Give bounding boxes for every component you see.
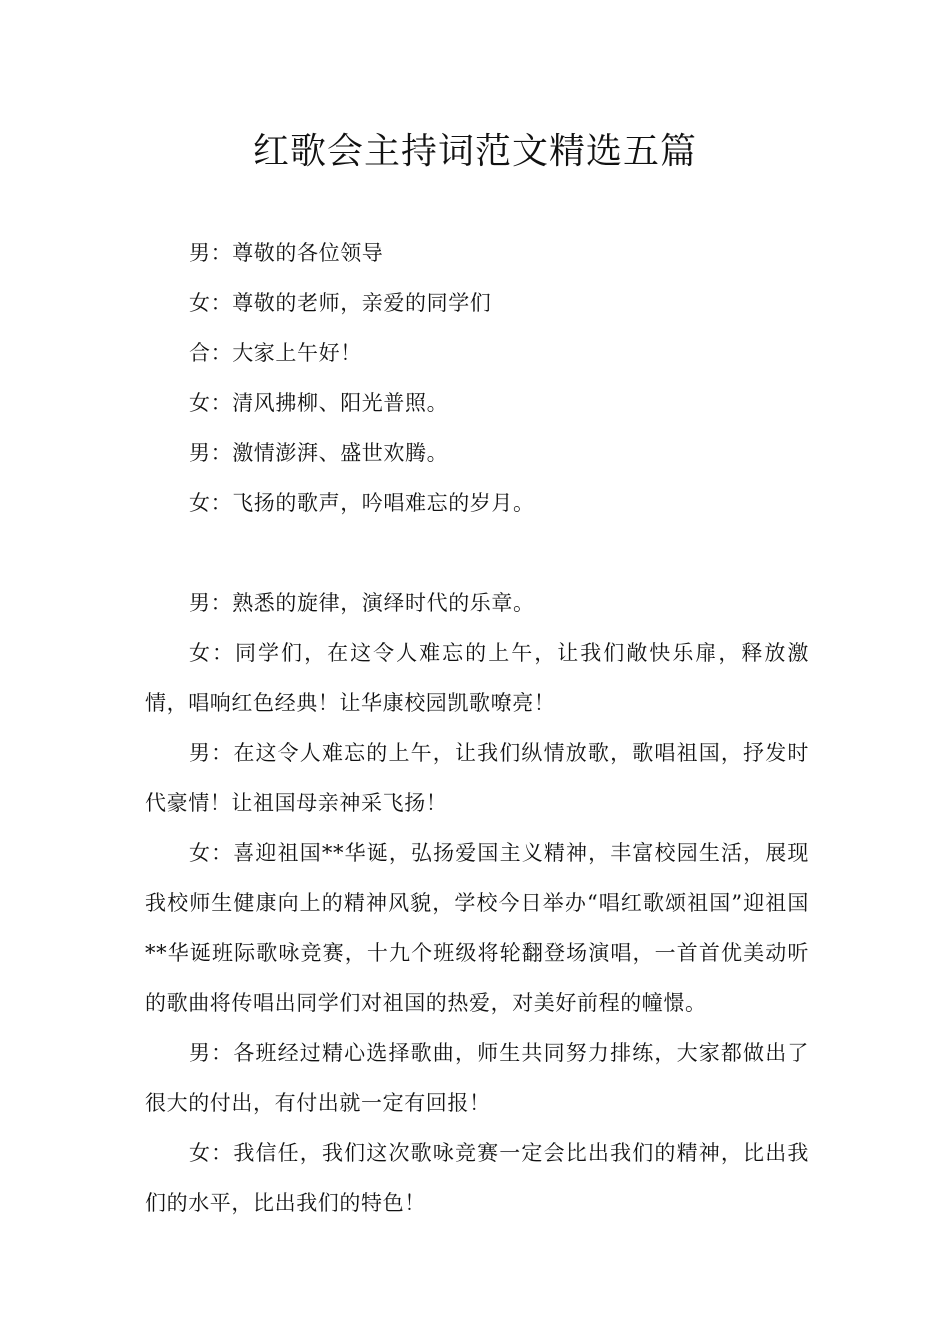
page-title: 红歌会主持词范文精选五篇	[252, 131, 697, 172]
paragraph: 男：激情澎湃、盛世欢腾。	[189, 441, 449, 465]
paragraph: 女：我信任，我们这次歌咏竞赛一定会比出我们的精神，比出我们的水平，比出我们的特色！	[145, 1141, 809, 1215]
paragraph: 男：熟悉的旋律，演绎时代的乐章。	[189, 591, 535, 615]
paragraph: 合：大家上午好！	[189, 341, 362, 365]
document-body	[145, 228, 809, 1228]
paragraph: 女：飞扬的歌声，吟唱难忘的岁月。	[189, 491, 535, 515]
section-gap	[145, 528, 809, 578]
paragraph: 男：尊敬的各位领导	[189, 241, 384, 265]
paragraph: 男：各班经过精心选择歌曲，师生共同努力排练，大家都做出了很大的付出，有付出就一定有回报！	[145, 1041, 809, 1115]
paragraph: 女：尊敬的老师，亲爱的同学们	[189, 291, 492, 315]
paragraph: 男：在这令人难忘的上午，让我们纵情放歌，歌唱祖国，抒发时代豪情！让祖国母亲神采飞扬！	[145, 741, 809, 815]
paragraph: 女：喜迎祖国**华诞，弘扬爱国主义精神，丰富校园生活，展现我校师生健康向上的精神风貌，学校今日举办“唱红歌颂祖国”迎祖国**华诞班际歌咏竞赛，十九个班级将轮翻登场演唱，一首首优美动听的歌曲将传唱出同学们对祖国的热爱，对美好前程的幢憬。	[145, 841, 809, 1015]
paragraph: 女：清风拂柳、阳光普照。	[189, 391, 449, 415]
paragraph: 女：同学们，在这令人难忘的上午，让我们敞快乐扉，释放激情，唱响红色经典！让华康校园凯歌嘹亮！	[145, 641, 809, 715]
